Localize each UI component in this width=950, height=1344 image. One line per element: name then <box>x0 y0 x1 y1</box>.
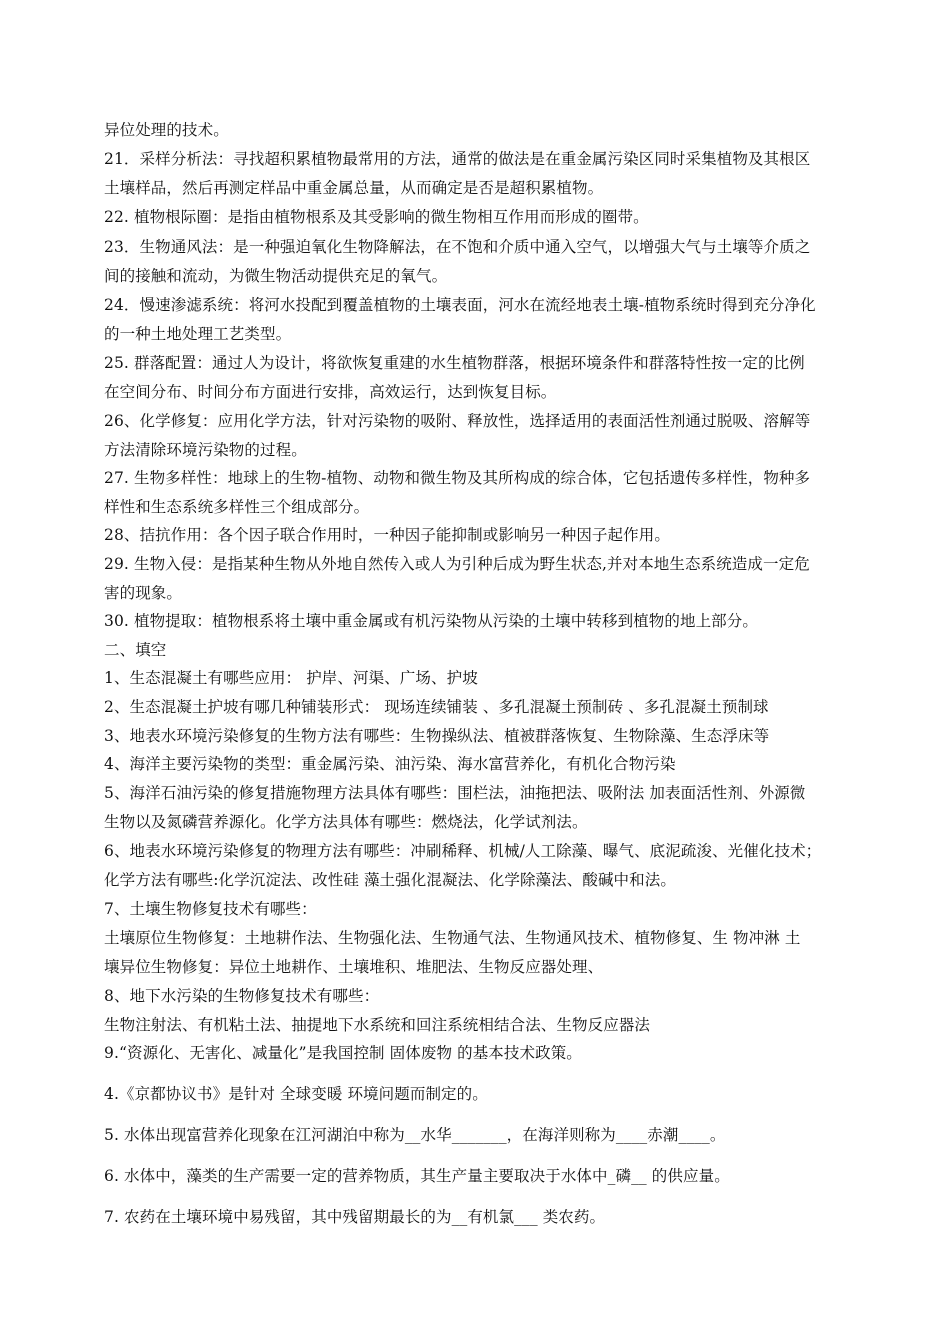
text-line: 间的接触和流动，为微生物活动提供充足的氧气。 <box>104 267 448 285</box>
text-line: 在空间分布、时间分布方面进行安排，高效运行，达到恢复目标。 <box>104 383 557 401</box>
text-line: 样性和生态系统多样性三个组成部分。 <box>104 498 370 516</box>
text-line: 7、土壤生物修复技术有哪些： <box>104 900 317 918</box>
text-line: 8、地下水污染的生物修复技术有哪些： <box>104 987 380 1005</box>
text-line: 5、海洋石油污染的修复措施物理方法具体有哪些：围栏法，油拖把法、吸附法 加表面活性剂、外源微 <box>104 784 806 802</box>
text-line: 29. 生物入侵：是指某种生物从外地自然传入或人为引种后成为野生状态,并对本地生态系统造成一定危 <box>104 555 810 573</box>
text-line: 1、生态混凝土有哪些应用： 护岸、河渠、广场、护坡 <box>104 669 478 687</box>
text-line: 方法清除环境污染物的过程。 <box>104 441 307 459</box>
text-line: 3、地表水环境污染修复的生物方法有哪些：生物操纵法、植被群落恢复、生物除藻、生态浮床等 <box>104 727 770 745</box>
text-line: 9.“资源化、无害化、减量化”是我国控制 固体废物 的基本技术政策。 <box>104 1044 582 1062</box>
text-line: 异位处理的技术。 <box>104 121 229 139</box>
text-line: 24．慢速渗滤系统：将河水投配到覆盖植物的土壤表面，河水在流经地表土壤-植物系统时得到充分净化 <box>104 296 816 314</box>
text-line: 21．采样分析法：寻找超积累植物最常用的方法，通常的做法是在重金属污染区同时采集植物及其根区 <box>104 150 811 168</box>
text-line: 生物以及氮磷营养源化。化学方法具体有哪些：燃烧法，化学试剂法。 <box>104 813 588 831</box>
text-line: 4、海洋主要污染物的类型：重金属污染、油污染、海水富营养化，有机化合物污染 <box>104 755 676 773</box>
text-line: 23．生物通风法：是一种强迫氧化生物降解法，在不饱和介质中通入空气，以增强大气与土壤等介质之 <box>104 238 811 256</box>
text-line: 4.《京都协议书》是针对 全球变暖 环境问题而制定的。 <box>104 1085 488 1103</box>
text-line: 5. 水体出现富营养化现象在江河湖泊中称为__水华_______，在海洋则称为____赤潮____。 <box>104 1126 726 1144</box>
text-line: 土壤样品，然后再测定样品中重金属总量，从而确定是否是超积累植物。 <box>104 179 604 197</box>
text-line: 22. 植物根际圈：是指由植物根系及其受影响的微生物相互作用而形成的圈带。 <box>104 208 649 226</box>
section-heading: 二、填空 <box>104 641 167 659</box>
text-line: 26、化学修复：应用化学方法，针对污染物的吸附、释放性，选择适用的表面活性剂通过脱吸、溶解等 <box>104 412 811 430</box>
text-line: 的一种土地处理工艺类型。 <box>104 325 292 343</box>
text-line: 土壤原位生物修复：土地耕作法、生物强化法、生物通气法、生物通风技术、植物修复、生 物冲淋 土 <box>104 929 801 947</box>
text-line: 化学方法有哪些:化学沉淀法、改性硅 藻土强化混凝法、化学除藻法、酸碱中和法。 <box>104 871 676 889</box>
text-line: 30. 植物提取：植物根系将土壤中重金属或有机污染物从污染的土壤中转移到植物的地上部分。 <box>104 612 758 630</box>
text-line: 6. 水体中，藻类的生产需要一定的营养物质，其生产量主要取决于水体中_磷__ 的供应量。 <box>104 1167 730 1185</box>
text-line: 害的现象。 <box>104 584 183 602</box>
text-line: 壤异位生物修复：异位土地耕作、土壤堆积、堆肥法、生物反应器处理、 <box>104 958 604 976</box>
text-line: 25. 群落配置：通过人为设计，将欲恢复重建的水生植物群落，根据环境条件和群落特性按一定的比例 <box>104 354 805 372</box>
text-line: 28、拮抗作用：各个因子联合作用时，一种因子能抑制或影响另一种因子起作用。 <box>104 526 670 544</box>
text-line: 27. 生物多样性：地球上的生物-植物、动物和微生物及其所构成的综合体，它包括遗传多样性，物种多 <box>104 469 811 487</box>
text-line: 2、生态混凝土护坡有哪几种铺装形式： 现场连续铺装 、多孔混凝土预制砖 、多孔混凝土预制球 <box>104 698 769 716</box>
text-line: 6、地表水环境污染修复的物理方法有哪些：冲刷稀释、机械/人工除藻、曝气、底泥疏浚、光催化技术； <box>104 842 822 860</box>
text-line: 7. 农药在土壤环境中易残留，其中残留期最长的为__有机氯___ 类农药。 <box>104 1208 606 1226</box>
text-line: 生物注射法、有机粘土法、抽提地下水系统和回注系统相结合法、生物反应器法 <box>104 1016 651 1034</box>
